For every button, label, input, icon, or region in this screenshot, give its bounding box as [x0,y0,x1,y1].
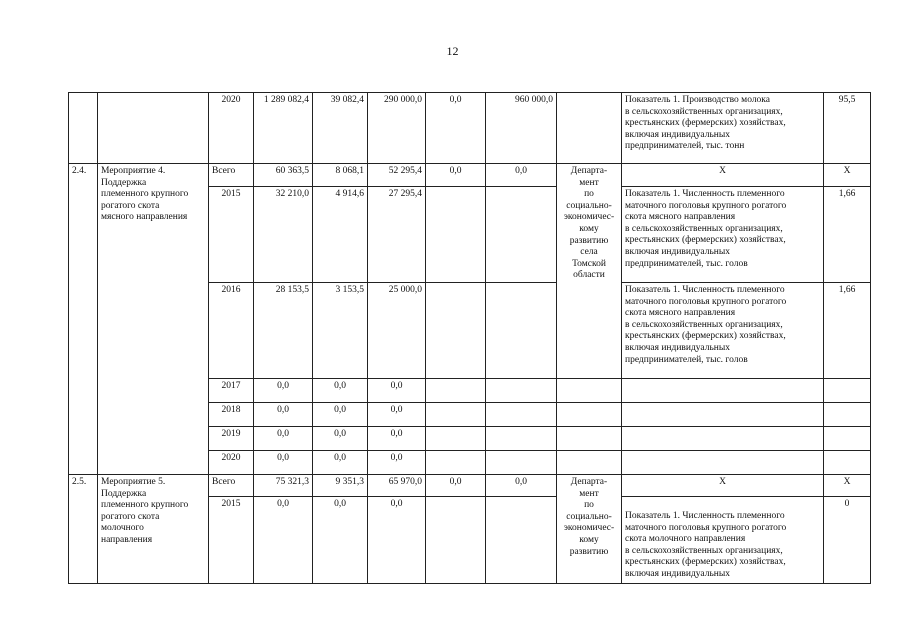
regional-budget-cell: 65 970,0 [368,475,426,497]
indicator-cell [622,451,824,475]
indicator-value-cell: Х [824,164,871,187]
indicator-value-cell: 1,66 [824,187,871,283]
total-cell: 0,0 [254,451,313,475]
indicator-value-cell: 0 [824,497,871,584]
federal-budget-cell: 3 153,5 [313,283,368,379]
indicator-value-cell [824,379,871,403]
local-budget-cell [426,283,486,379]
regional-budget-cell: 0,0 [368,403,426,427]
executor-cell [557,379,622,403]
row-number-cell: 2.4. [69,164,98,475]
total-cell: 0,0 [254,427,313,451]
year-cell: 2016 [209,283,254,379]
extra-budget-cell [486,497,557,584]
year-cell: 2020 [209,93,254,164]
regional-budget-cell: 0,0 [368,427,426,451]
indicator-cell: Показатель 1. Численность племенного маточного поголовья крупного рогатого скота молочного направления в сельскохозяйственных организациях, крестьянских (фермерских) хозяйствах, включая индивидуальных [622,497,824,584]
regional-budget-cell: 27 295,4 [368,187,426,283]
row-number-cell [69,93,98,164]
executor-cell [557,427,622,451]
indicator-cell: Показатель 1. Производство молока в сельскохозяйственных организациях, крестьянских (фермерских) хозяйствах, включая индивидуальных предпринимателей, тыс. тонн [622,93,824,164]
local-budget-cell: 0,0 [426,164,486,187]
indicator-cell [622,379,824,403]
indicator-value-cell: 1,66 [824,283,871,379]
activity-name-cell: Мероприятие 4. Поддержка племенного крупного рогатого скота мясного направления [98,164,209,475]
executor-cell: Департа- мент по социально- экономичес- кому развитию села Томской области [557,164,622,379]
extra-budget-cell [486,403,557,427]
indicator-value-cell [824,427,871,451]
activity-name-cell: Мероприятие 5. Поддержка племенного крупного рогатого скота молочного направления [98,475,209,584]
indicator-cell: Х [622,475,824,497]
year-cell: 2020 [209,451,254,475]
local-budget-cell [426,497,486,584]
program-table [68,92,871,584]
regional-budget-cell: 0,0 [368,451,426,475]
total-cell: 0,0 [254,497,313,584]
federal-budget-cell: 0,0 [313,403,368,427]
indicator-cell: Показатель 1. Численность племенного маточного поголовья крупного рогатого скота мясного направления в сельскохозяйственных организациях, крестьянских (фермерских) хозяйствах, включая индивидуальных предпринимателей, тыс. голов [622,283,824,379]
indicator-cell: Показатель 1. Численность племенного маточного поголовья крупного рогатого скота мясного направления в сельскохозяйственных организациях, крестьянских (фермерских) хозяйствах, включая индивидуальных предпринимателей, тыс. голов [622,187,824,283]
executor-cell [557,403,622,427]
year-cell: Всего [209,164,254,187]
total-cell: 0,0 [254,403,313,427]
year-cell: Всего [209,475,254,497]
indicator-cell [622,403,824,427]
table-row [69,93,871,164]
regional-budget-cell: 25 000,0 [368,283,426,379]
executor-cell: Департа- мент по социально- экономичес- кому развитию [557,475,622,584]
year-cell: 2017 [209,379,254,403]
federal-budget-cell: 0,0 [313,379,368,403]
extra-budget-cell [486,427,557,451]
extra-budget-cell [486,187,557,283]
indicator-value-cell [824,403,871,427]
table-row [69,164,871,187]
local-budget-cell [426,403,486,427]
federal-budget-cell: 39 082,4 [313,93,368,164]
activity-name-cell [98,93,209,164]
local-budget-cell: 0,0 [426,93,486,164]
federal-budget-cell: 9 351,3 [313,475,368,497]
total-cell: 1 289 082,4 [254,93,313,164]
federal-budget-cell: 4 914,6 [313,187,368,283]
indicator-value-cell [824,451,871,475]
extra-budget-cell: 0,0 [486,164,557,187]
total-cell: 60 363,5 [254,164,313,187]
total-cell: 32 210,0 [254,187,313,283]
federal-budget-cell: 8 068,1 [313,164,368,187]
local-budget-cell [426,379,486,403]
executor-cell [557,93,622,164]
total-cell: 28 153,5 [254,283,313,379]
federal-budget-cell: 0,0 [313,497,368,584]
extra-budget-cell [486,283,557,379]
local-budget-cell [426,451,486,475]
row-number-cell: 2.5. [69,475,98,584]
page-number: 12 [446,44,459,58]
year-cell: 2019 [209,427,254,451]
regional-budget-cell: 290 000,0 [368,93,426,164]
total-cell: 0,0 [254,379,313,403]
year-cell: 2015 [209,187,254,283]
regional-budget-cell: 0,0 [368,497,426,584]
extra-budget-cell: 960 000,0 [486,93,557,164]
extra-budget-cell: 0,0 [486,475,557,497]
executor-cell [557,451,622,475]
local-budget-cell [426,187,486,283]
indicator-value-cell: Х [824,475,871,497]
indicator-value-cell: 95,5 [824,93,871,164]
extra-budget-cell [486,379,557,403]
year-cell: 2018 [209,403,254,427]
extra-budget-cell [486,451,557,475]
local-budget-cell: 0,0 [426,475,486,497]
indicator-cell [622,427,824,451]
federal-budget-cell: 0,0 [313,427,368,451]
federal-budget-cell: 0,0 [313,451,368,475]
regional-budget-cell: 0,0 [368,379,426,403]
year-cell: 2015 [209,497,254,584]
regional-budget-cell: 52 295,4 [368,164,426,187]
table-row [69,475,871,497]
total-cell: 75 321,3 [254,475,313,497]
local-budget-cell [426,427,486,451]
indicator-cell: Х [622,164,824,187]
